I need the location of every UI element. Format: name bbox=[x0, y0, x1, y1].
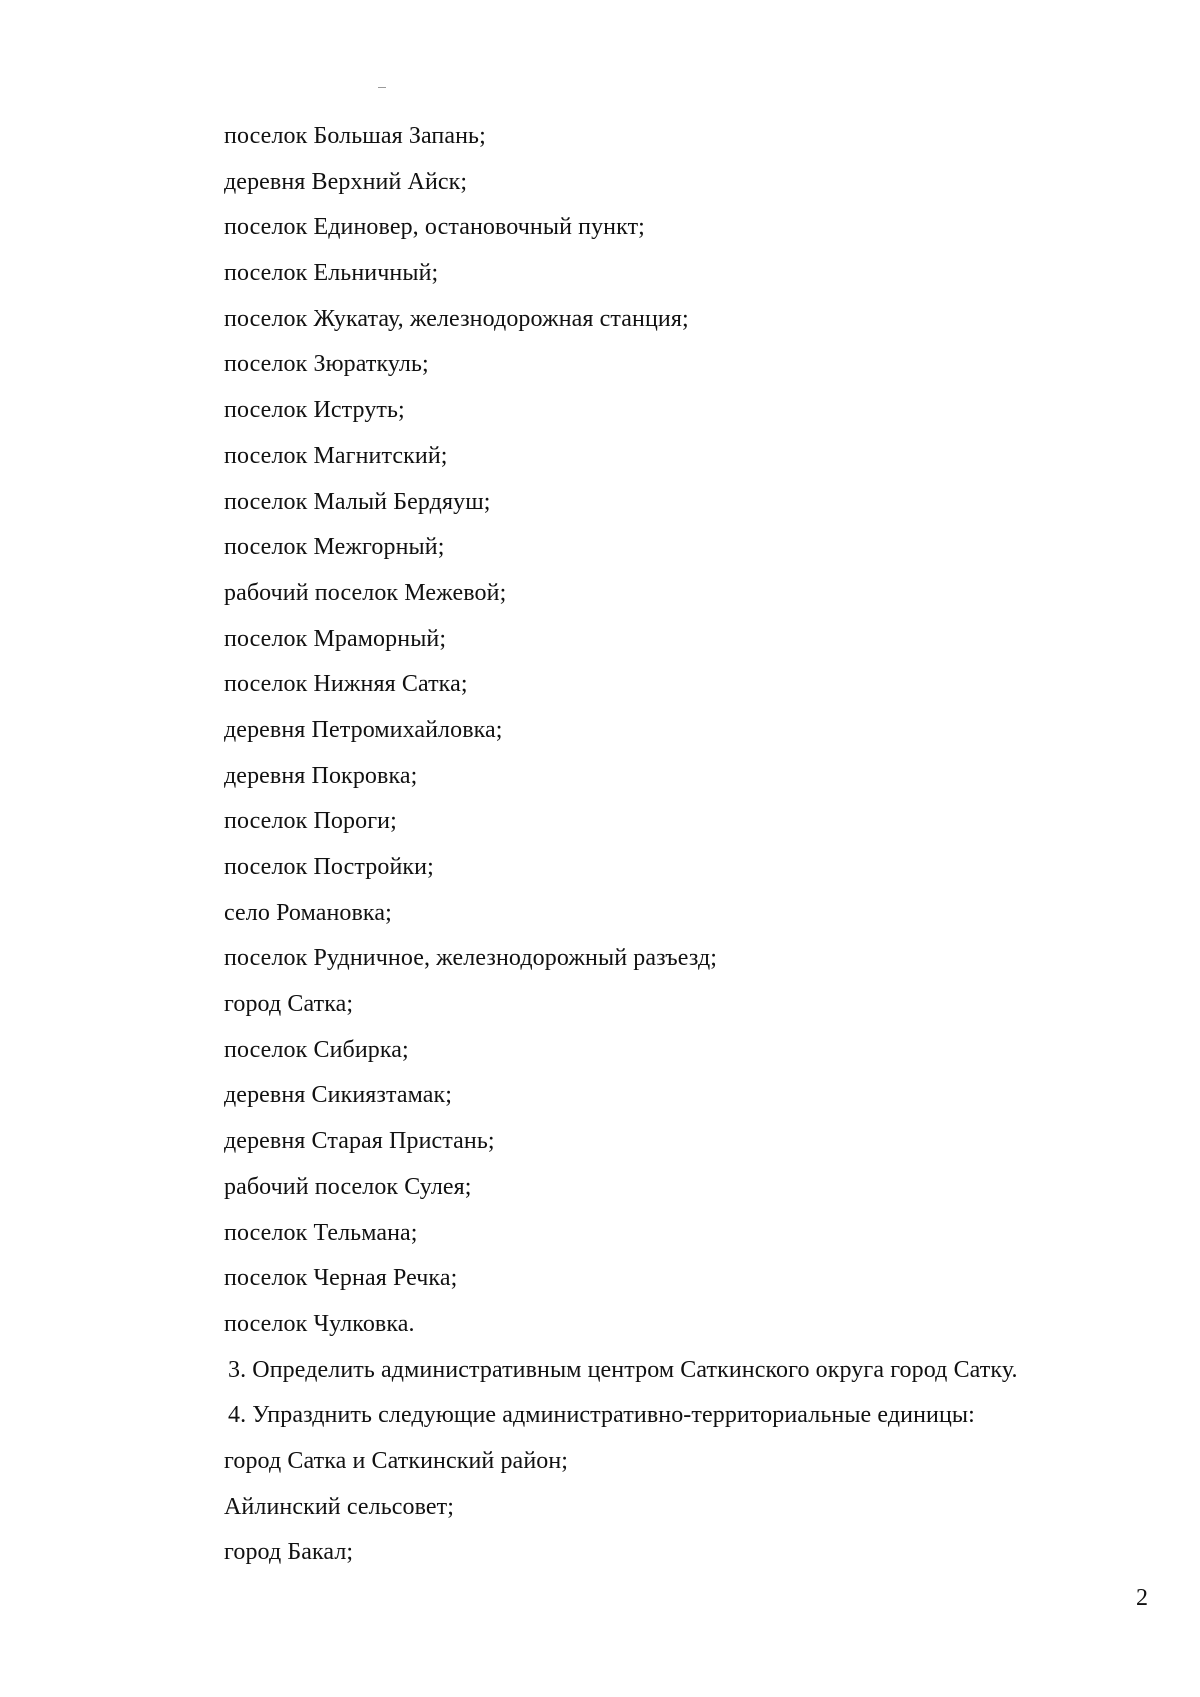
list-item: поселок Единовер, остановочный пункт; bbox=[224, 214, 645, 241]
list-item: поселок Малый Бердяуш; bbox=[224, 488, 491, 515]
page-number: 2 bbox=[1136, 1585, 1148, 1611]
list-item: деревня Сикиязтамак; bbox=[224, 1082, 453, 1109]
list-item: Айлинский сельсовет; bbox=[224, 1493, 455, 1520]
list-item: поселок Чулковка. bbox=[224, 1310, 415, 1337]
list-item: поселок Сибирка; bbox=[224, 1036, 409, 1063]
list-item: поселок Большая Запань; bbox=[224, 123, 486, 149]
list-item: город Сатка; bbox=[224, 991, 354, 1018]
list-item: поселок Жукатау, железнодорожная станция; bbox=[224, 305, 689, 332]
list-item: поселок Нижняя Сатка; bbox=[224, 671, 468, 698]
list-item: поселок Зюраткуль; bbox=[224, 351, 429, 378]
list-item: город Бакал; bbox=[224, 1539, 354, 1566]
list-item: поселок Межгорный; bbox=[224, 534, 445, 561]
list-item: поселок Тельмана; bbox=[224, 1219, 418, 1246]
paragraph-4: 4. Упразднить следующие административно-территориальные единицы: bbox=[228, 1402, 975, 1429]
scan-speck bbox=[378, 87, 386, 88]
list-item: поселок Постройки; bbox=[224, 854, 434, 880]
list-item: деревня Старая Пристань; bbox=[224, 1128, 495, 1155]
list-item: деревня Покровка; bbox=[224, 762, 418, 789]
list-item: поселок Мраморный; bbox=[224, 625, 447, 652]
list-item: поселок Пороги; bbox=[224, 808, 397, 835]
settlement-list bbox=[224, 114, 1018, 1576]
list-item: рабочий поселок Межевой; bbox=[224, 579, 507, 606]
list-item: поселок Рудничное, железнодорожный разъезд; bbox=[224, 945, 718, 972]
list-item: поселок Иструть; bbox=[224, 397, 405, 424]
list-item: поселок Магнитский; bbox=[224, 442, 448, 469]
list-item: деревня Петромихайловка; bbox=[224, 716, 503, 743]
paragraph-3: 3. Определить административным центром Саткинского округа город Сатку. bbox=[228, 1356, 1018, 1383]
list-item: поселок Черная Речка; bbox=[224, 1265, 458, 1292]
list-item: деревня Верхний Айск; bbox=[224, 168, 468, 195]
list-item: село Романовка; bbox=[224, 899, 392, 926]
list-item: город Сатка и Саткинский район; bbox=[224, 1447, 569, 1474]
list-item: поселок Ельничный; bbox=[224, 260, 439, 287]
list-item: рабочий поселок Сулея; bbox=[224, 1173, 472, 1200]
